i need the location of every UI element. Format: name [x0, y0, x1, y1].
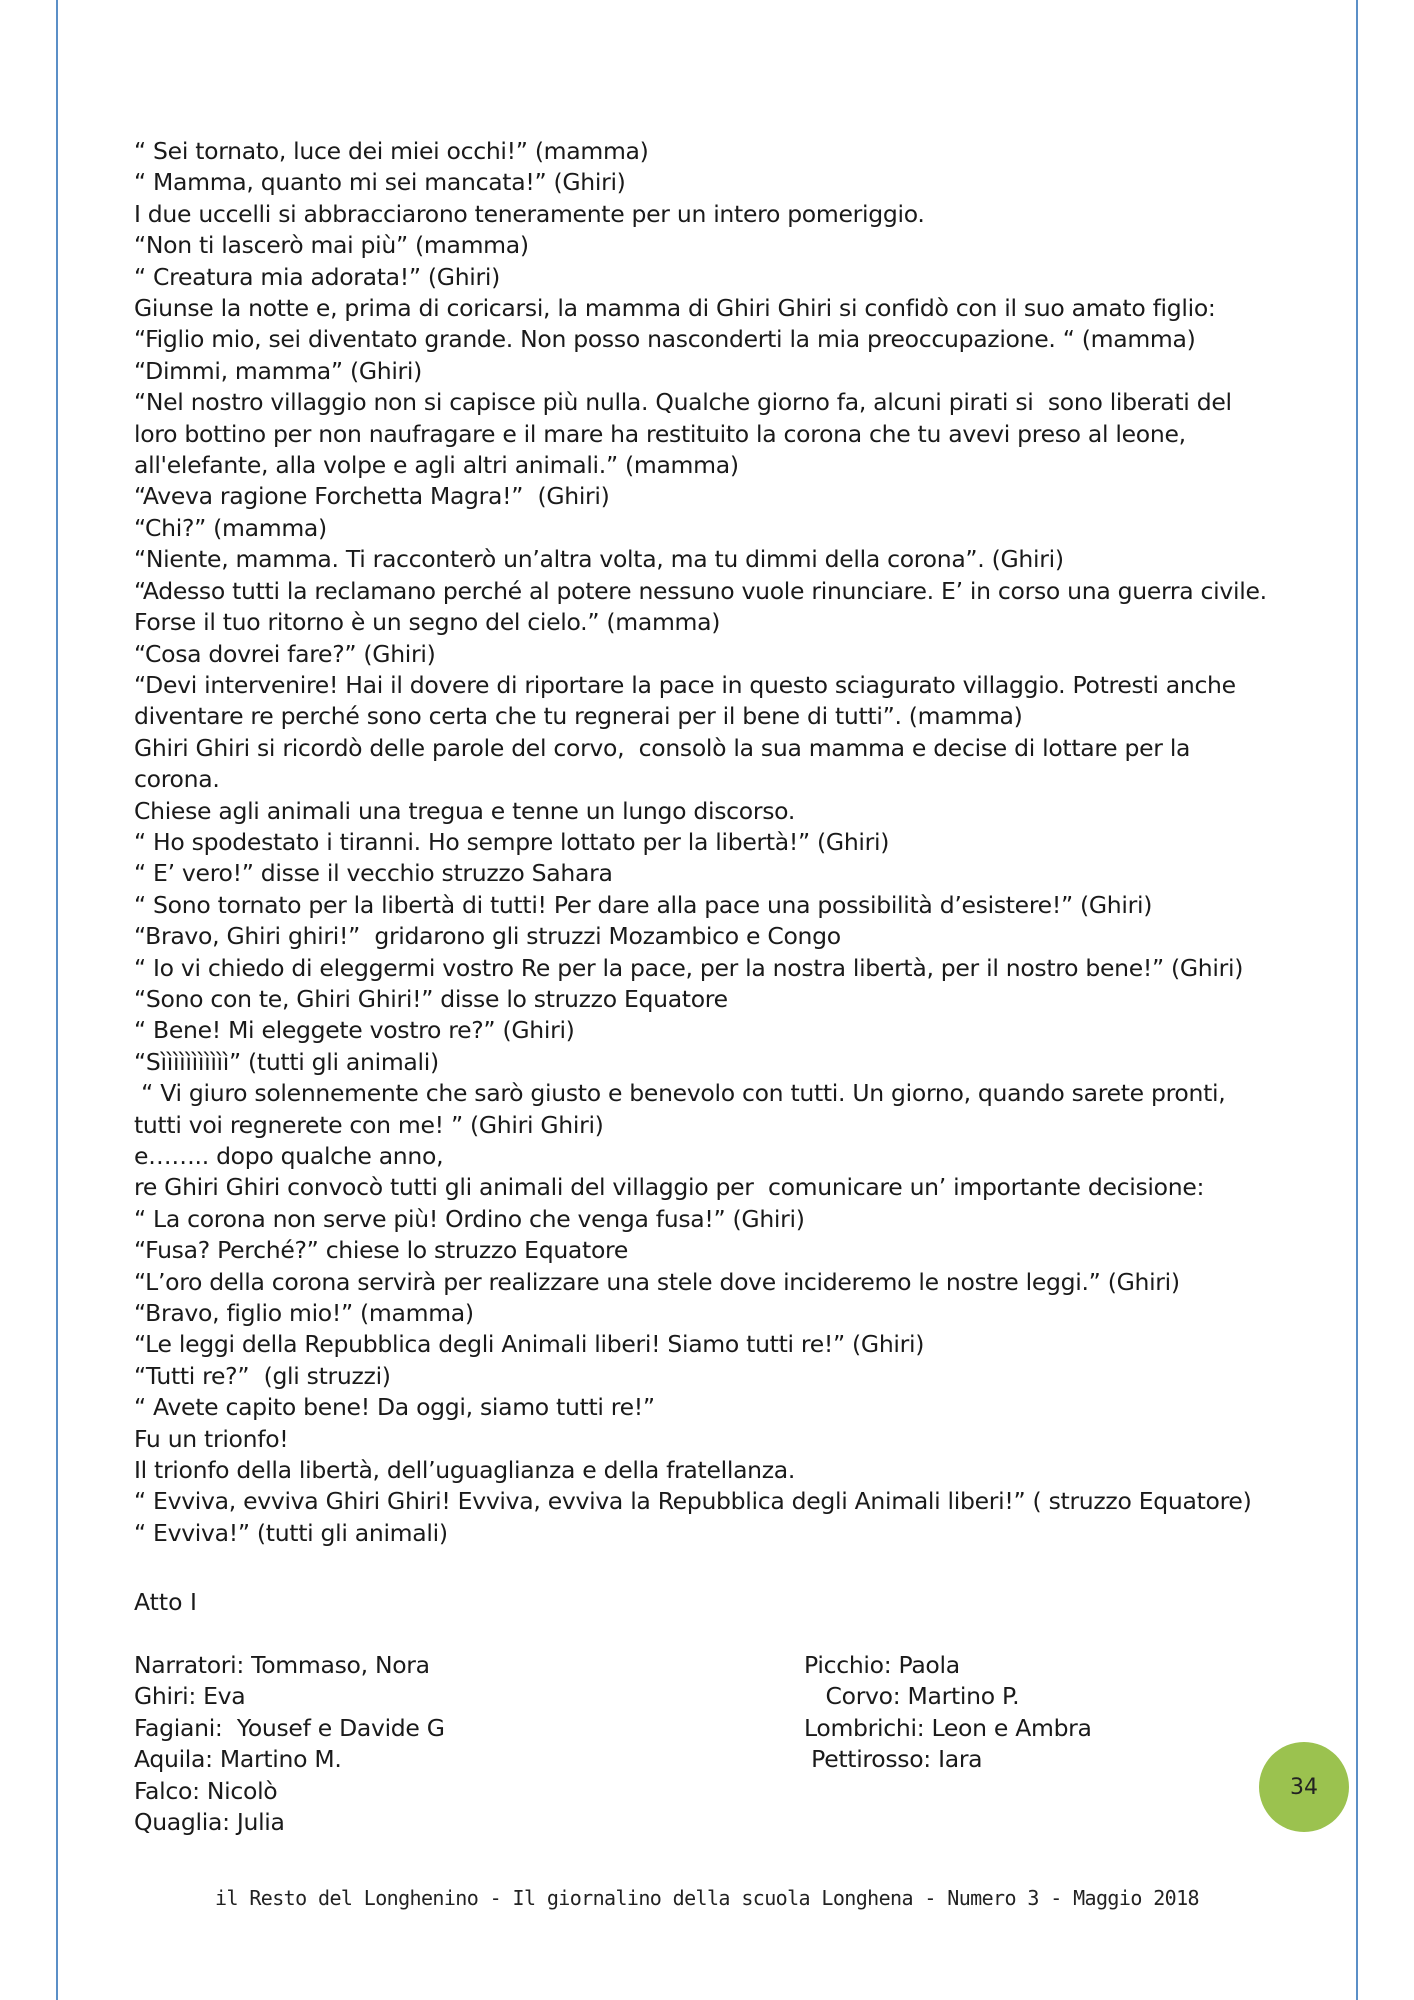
text-line: diventare re perché sono certa che tu regnerai per il bene di tutti”. (mamma) [134, 702, 1023, 731]
cast-list-right [804, 1650, 1092, 1776]
text-line: “Adesso tutti la reclamano perché al potere nessuno vuole rinunciare. E’ in corso una guerra civile. [134, 576, 1267, 605]
story-text [134, 136, 1324, 1549]
text-line: “ Io vi chiedo di eleggermi vostro Re per la pace, per la nostra libertà, per il nostro bene!” (Ghiri) [134, 953, 1244, 982]
cast-entry: Quaglia: Julia [134, 1808, 285, 1837]
right-page-border [1356, 0, 1358, 2000]
text-line: “ E’ vero!” disse il vecchio struzzo Sahara [134, 859, 613, 888]
cast-entry: Ghiri: Eva [134, 1682, 246, 1711]
text-line: “ Vi giuro solennemente che sarò giusto e benevolo con tutti. Un giorno, quando sarete pronti, [134, 1079, 1226, 1108]
cast-entry: Narratori: Tommaso, Nora [134, 1651, 430, 1679]
text-line: I due uccelli si abbracciarono teneramente per un intero pomeriggio. [134, 199, 925, 228]
text-line: Il trionfo della libertà, dell’uguaglianza e della fratellanza. [134, 1456, 796, 1485]
text-line: tutti voi regnerete con me! ” (Ghiri Ghiri) [134, 1110, 604, 1139]
text-line: “Tutti re?” (gli struzzi) [134, 1361, 391, 1390]
cast-entry: Corvo: Martino P. [804, 1682, 1020, 1711]
text-line: “Sììììììììììì” (tutti gli animali) [134, 1047, 439, 1076]
text-line: “ Sono tornato per la libertà di tutti! Per dare alla pace una possibilità d’esistere!” (Ghiri) [134, 890, 1153, 919]
text-line: “Dimmi, mamma” (Ghiri) [134, 356, 423, 385]
text-line: Giunse la notte e, prima di coricarsi, la mamma di Ghiri Ghiri si confidò con il suo amato figlio: [134, 294, 1216, 323]
text-line: “Bravo, Ghiri ghiri!” gridarono gli struzzi Mozambico e Congo [134, 922, 841, 951]
text-line: “ Sei tornato, luce dei miei occhi!” (mamma) [134, 137, 649, 165]
text-line: loro bottino per non naufragare e il mare ha restituito la corona che tu avevi preso al leone, [134, 419, 1186, 448]
text-line: “Bravo, figlio mio!” (mamma) [134, 1299, 474, 1328]
text-line: Forse il tuo ritorno è un segno del cielo.” (mamma) [134, 608, 721, 637]
page-number-badge [1259, 1742, 1349, 1832]
text-line: “Non ti lascerò mai più” (mamma) [134, 231, 529, 260]
cast-entry: Fagiani: Yousef e Davide G [134, 1713, 445, 1742]
text-line: “ Evviva!” (tutti gli animali) [134, 1518, 448, 1547]
cast-list-left [134, 1650, 445, 1838]
cast-entry: Picchio: Paola [804, 1651, 960, 1679]
text-line: “Devi intervenire! Hai il dovere di riportare la pace in questo sciagurato villaggio. Potresti anche [134, 670, 1236, 699]
text-line: “ Bene! Mi eleggete vostro re?” (Ghiri) [134, 1016, 575, 1045]
text-line: “Niente, mamma. Ti racconterò un’altra volta, ma tu dimmi della corona”. (Ghiri) [134, 545, 1064, 574]
text-line: “Nel nostro villaggio non si capisce più nulla. Qualche giorno fa, alcuni pirati si sono liberati del [134, 388, 1232, 417]
text-line: “Le leggi della Repubblica degli Animali liberi! Siamo tutti re!” (Ghiri) [134, 1330, 925, 1359]
text-line: “ Ho spodestato i tiranni. Ho sempre lottato per la libertà!” (Ghiri) [134, 827, 890, 856]
text-line: re Ghiri Ghiri convocò tutti gli animali del villaggio per comunicare un’ importante decisione: [134, 1173, 1205, 1202]
text-line: “Figlio mio, sei diventato grande. Non posso nasconderti la mia preoccupazione. “ (mamma) [134, 325, 1196, 354]
cast-entry: Lombrichi: Leon e Ambra [804, 1713, 1092, 1742]
text-line: all'elefante, alla volpe e agli altri animali.” (mamma) [134, 451, 739, 480]
text-line: “Fusa? Perché?” chiese lo struzzo Equatore [134, 1236, 629, 1265]
text-line: “ Mamma, quanto mi sei mancata!” (Ghiri) [134, 168, 626, 197]
left-page-border [56, 0, 58, 2000]
text-line: “Sono con te, Ghiri Ghiri!” disse lo struzzo Equatore [134, 984, 728, 1013]
text-line: “ Avete capito bene! Da oggi, siamo tutti re!” [134, 1393, 655, 1422]
text-line: “Chi?” (mamma) [134, 513, 327, 542]
text-line: Chiese agli animali una tregua e tenne un lungo discorso. [134, 796, 795, 825]
cast-entry: Pettirosso: Iara [804, 1745, 983, 1774]
text-line: Ghiri Ghiri si ricordò delle parole del corvo, consolò la sua mamma e decise di lottare per la [134, 733, 1191, 762]
text-line: e…….. dopo qualche anno, [134, 1142, 444, 1170]
act-heading: Atto I [134, 1588, 197, 1616]
text-line: corona. [134, 765, 220, 794]
text-line: “Cosa dovrei fare?” (Ghiri) [134, 639, 436, 668]
text-line: “ La corona non serve più! Ordino che venga fusa!” (Ghiri) [134, 1204, 805, 1233]
page-footer: il Resto del Longhenino - Il giornalino della scuola Longhena - Numero 3 - Maggio 2018 [215, 1886, 1199, 1910]
text-line: “L’oro della corona servirà per realizzare una stele dove incideremo le nostre leggi.” (Ghiri) [134, 1267, 1180, 1296]
text-line: “ Evviva, evviva Ghiri Ghiri! Evviva, evviva la Repubblica degli Animali liberi!” ( struzzo Equatore) [134, 1487, 1252, 1516]
page-number: 34 [1290, 1774, 1318, 1800]
text-line: “ Creatura mia adorata!” (Ghiri) [134, 262, 500, 291]
text-line: Fu un trionfo! [134, 1424, 289, 1453]
cast-entry: Aquila: Martino M. [134, 1745, 342, 1774]
cast-entry: Falco: Nicolò [134, 1776, 278, 1805]
text-line: “Aveva ragione Forchetta Magra!” (Ghiri) [134, 482, 610, 511]
